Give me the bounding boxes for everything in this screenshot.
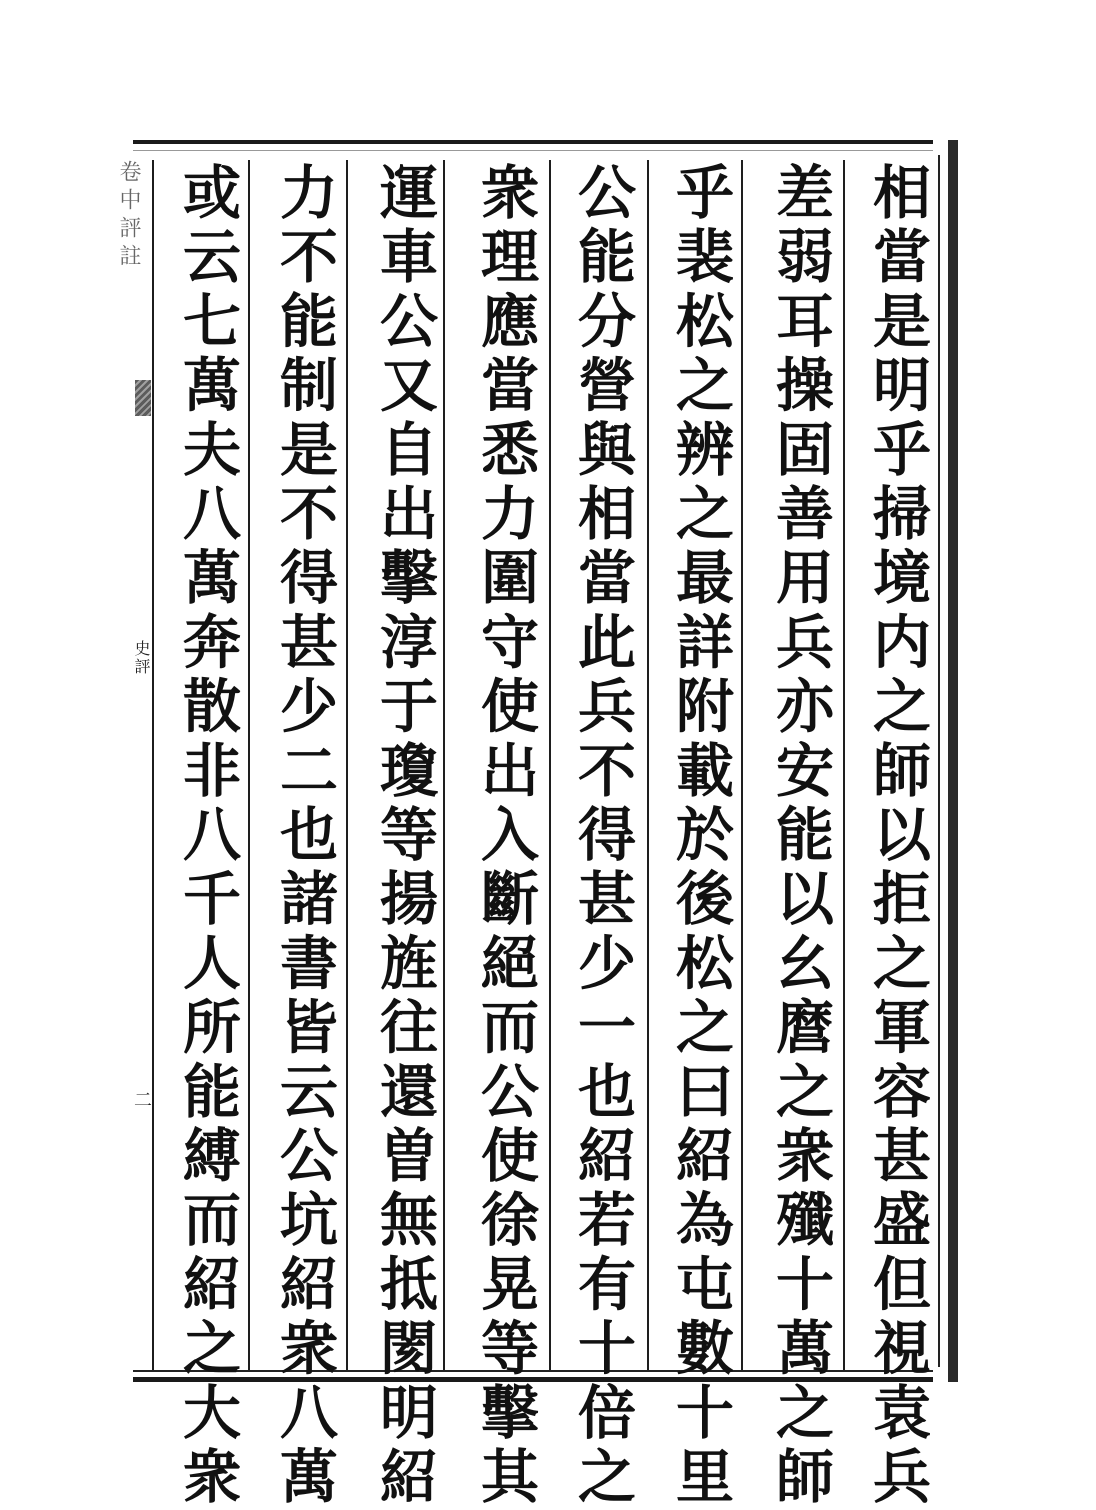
- column-rule: [843, 160, 845, 1370]
- column-rule: [549, 160, 551, 1370]
- column-rule: [443, 160, 445, 1370]
- frame-right-inner-rule: [938, 155, 940, 1367]
- text-column-3: 乎裴松之辨之最詳附載於後松之曰紹為屯數十里: [666, 162, 734, 1510]
- text-column-6: 運車公又自出擊淳于瓊等揚旌往還曽無抵閡明紹: [370, 162, 438, 1510]
- text-column-7: 力不能制是不得甚少二也諸書皆云公坑紹衆八萬: [270, 162, 338, 1510]
- margin-section-label: 史評: [132, 640, 151, 676]
- text-column-2: 差弱耳操固善用兵亦安能以幺麿之衆殲十萬之師: [766, 162, 834, 1510]
- text-column-8: 或云七萬夫八萬奔散非八千人所能縛而紹之大衆: [173, 162, 241, 1510]
- frame-right-border: [948, 140, 958, 1382]
- column-rule: [248, 160, 250, 1370]
- page-number: 二: [131, 1090, 152, 1108]
- frame-top-border: [133, 140, 933, 144]
- column-rule: [741, 160, 743, 1370]
- text-column-1: 相當是明乎掃境内之師以拒之軍容甚盛但視袁兵: [863, 162, 931, 1510]
- column-rule: [647, 160, 649, 1370]
- column-rule: [346, 160, 348, 1370]
- fish-tail-mark-icon: [135, 380, 151, 416]
- frame-top-inner-rule: [133, 150, 933, 151]
- text-column-4: 公能分營與相當此兵不得甚少一也紹若有十倍之: [568, 162, 636, 1510]
- text-column-5: 衆理應當悉力圍守使出入斷絕而公使徐晃等擊其: [471, 162, 539, 1510]
- margin-rule: [152, 160, 154, 1370]
- margin-title: 卷中評註: [116, 160, 141, 272]
